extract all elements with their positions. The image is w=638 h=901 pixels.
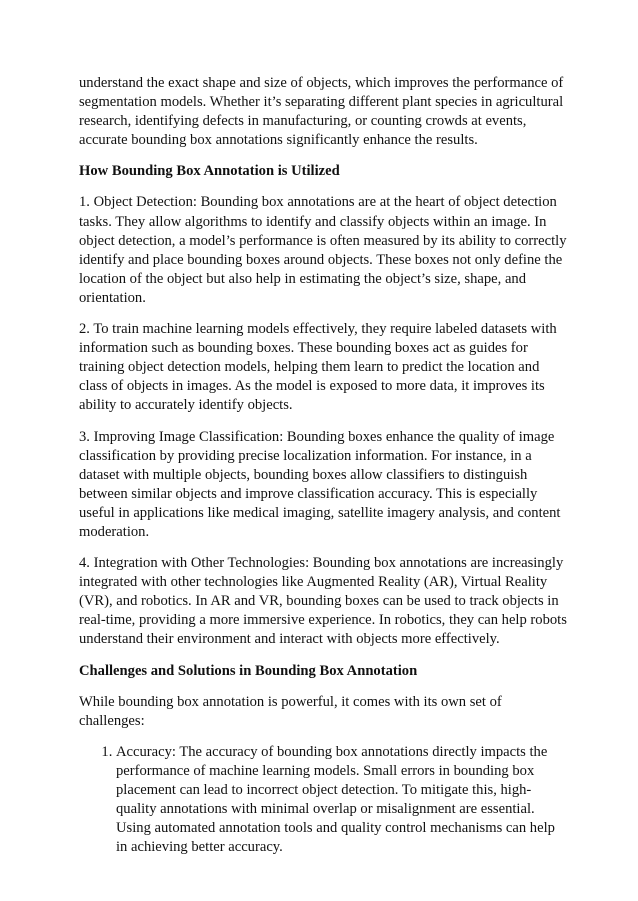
paragraph-image-classification: 3. Improving Image Classification: Bounding boxes enhance the quality of image classification by providing precise localization information. For instance, in a dataset with multiple objects, bounding boxes allow classifiers to distinguish between similar objects and improve classification accuracy. This is especially useful in applications like medical imaging, satellite imagery analysis, and content moderation. [79, 428, 561, 540]
paragraph-training-models: 2. To train machine learning models effectively, they require labeled datasets with information such as bounding boxes. These bounding boxes act as guides for training object detection models, helping them learn to predict the location and class of objects in images. As the model is exposed to more data, it improves its ability to accurately identify objects. [79, 321, 557, 414]
challenges-list [79, 743, 569, 858]
paragraph-integration: 4. Integration with Other Technologies: Bounding box annotations are increasingly integrated with other technologies like Augmented Reality (AR), Virtual Reality (VR), and robotics. In AR and VR, bounding boxes can be used to track objects in real-time, providing a more immersive experience. In robotics, they can help robots understand their environment and interact with objects more effectively. [79, 555, 567, 648]
document-page [79, 74, 569, 857]
list-item-accuracy: 1. Accuracy: The accuracy of bounding box annotations directly impacts the performance of machine learning models. Small errors in bounding box placement can lead to incorrect object detection. To mitigate this, high-quality annotations with minimal overlap or misalignment are essential. Using automated annotation tools and quality control mechanisms can help in achieving better accuracy. [116, 743, 569, 858]
intro-paragraph: understand the exact shape and size of objects, which improves the performance of segmentation models. Whether it’s separating different plant species in agricultural research, identifying defects in manufacturing, or counting crowds at events, accurate bounding box annotations significantly enhance the results. [79, 75, 564, 149]
paragraph-object-detection: 1. Object Detection: Bounding box annotations are at the heart of object detection tasks. They allow algorithms to identify and classify objects within an image. In object detection, a model’s performance is often measured by its ability to correctly identify and place bounding boxes around objects. These boxes not only define the location of the object but also help in estimating the object’s size, shape, and orientation. [79, 194, 567, 306]
challenges-intro: While bounding box annotation is powerful, it comes with its own set of challenges: [79, 693, 502, 729]
section-heading-challenges: Challenges and Solutions in Bounding Box Annotation [79, 662, 418, 679]
section-heading-utilized: How Bounding Box Annotation is Utilized [79, 163, 340, 180]
